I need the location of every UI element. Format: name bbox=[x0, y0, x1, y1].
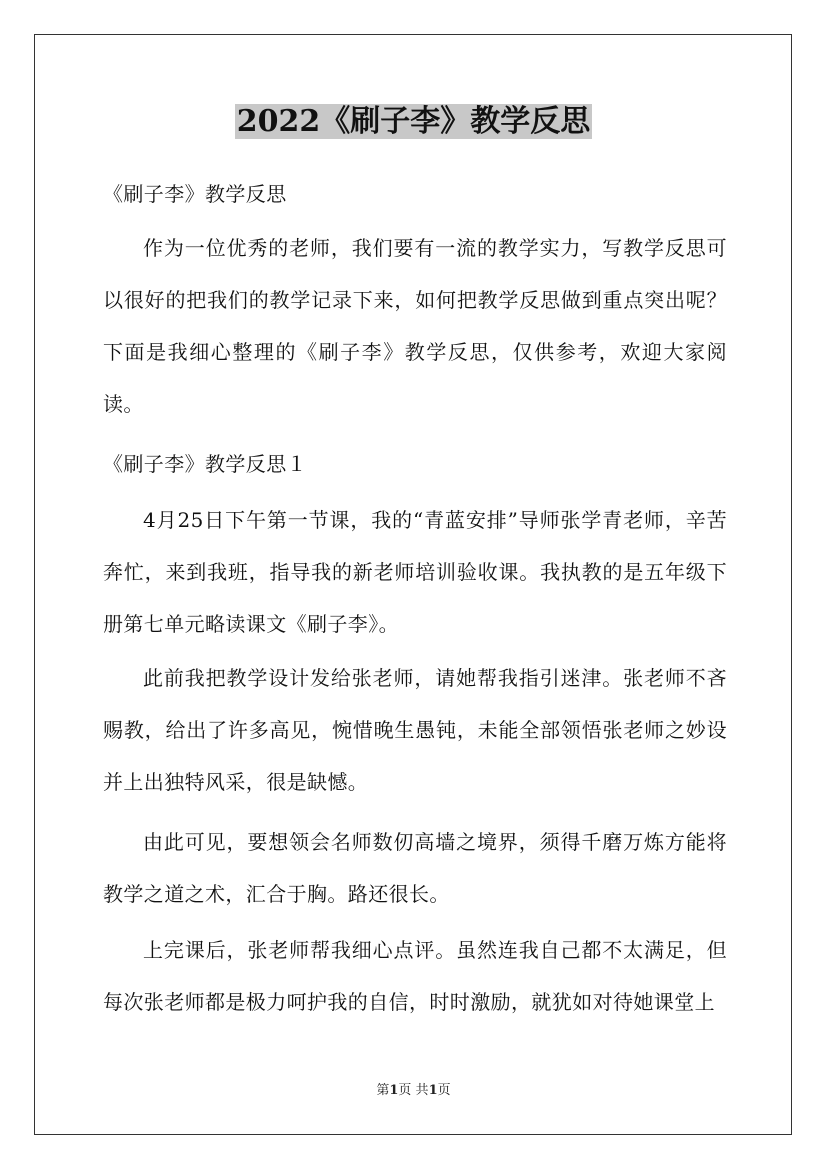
section-heading: 《刷子李》教学反思１ bbox=[103, 452, 307, 476]
document-title-text: 2022《刷子李》教学反思 bbox=[236, 104, 591, 139]
footer-page-mid: 页 共 bbox=[398, 1083, 429, 1098]
body-paragraph-3: 由此可见，要想领会名师数仞高墙之境界，须得千磨万炼方能将教学之道之术，汇合于胸。路还很长。 bbox=[103, 830, 727, 906]
body-paragraph-4: 上完课后，张老师帮我细心点评。虽然连我自己都不太满足，但每次张老师都是极力呵护我的自信，时时激励，就犹如对待她课堂上 bbox=[103, 938, 727, 1014]
document-subtitle: 《刷子李》教学反思 bbox=[103, 182, 287, 206]
document-title bbox=[0, 100, 827, 144]
intro-paragraph: 作为一位优秀的老师，我们要有一流的教学实力，写教学反思可以很好的把我们的教学记录下来，如何把教学反思做到重点突出呢？下面是我细心整理的《刷子李》教学反思，仅供参考，欢迎大家阅读。 bbox=[103, 236, 727, 416]
body-paragraph-1: 4月25日下午第一节课，我的“青蓝安排”导师张学青老师，辛苦奔忙，来到我班，指导我的新老师培训验收课。我执教的是五年级下册第七单元略读课文《刷子李》。 bbox=[103, 508, 727, 636]
page-footer bbox=[0, 1082, 827, 1100]
footer-page-suffix: 页 bbox=[437, 1083, 451, 1098]
body-paragraph-2: 此前我把教学设计发给张老师，请她帮我指引迷津。张老师不吝赐教，给出了许多高见，惋惜晚生愚钝，未能全部领悟张老师之妙设并上出独特风采，很是缺憾。 bbox=[103, 666, 727, 794]
footer-page-current: 1 bbox=[389, 1083, 399, 1098]
footer-page-total: 1 bbox=[428, 1083, 438, 1098]
footer-page-prefix: 第 bbox=[376, 1083, 390, 1098]
